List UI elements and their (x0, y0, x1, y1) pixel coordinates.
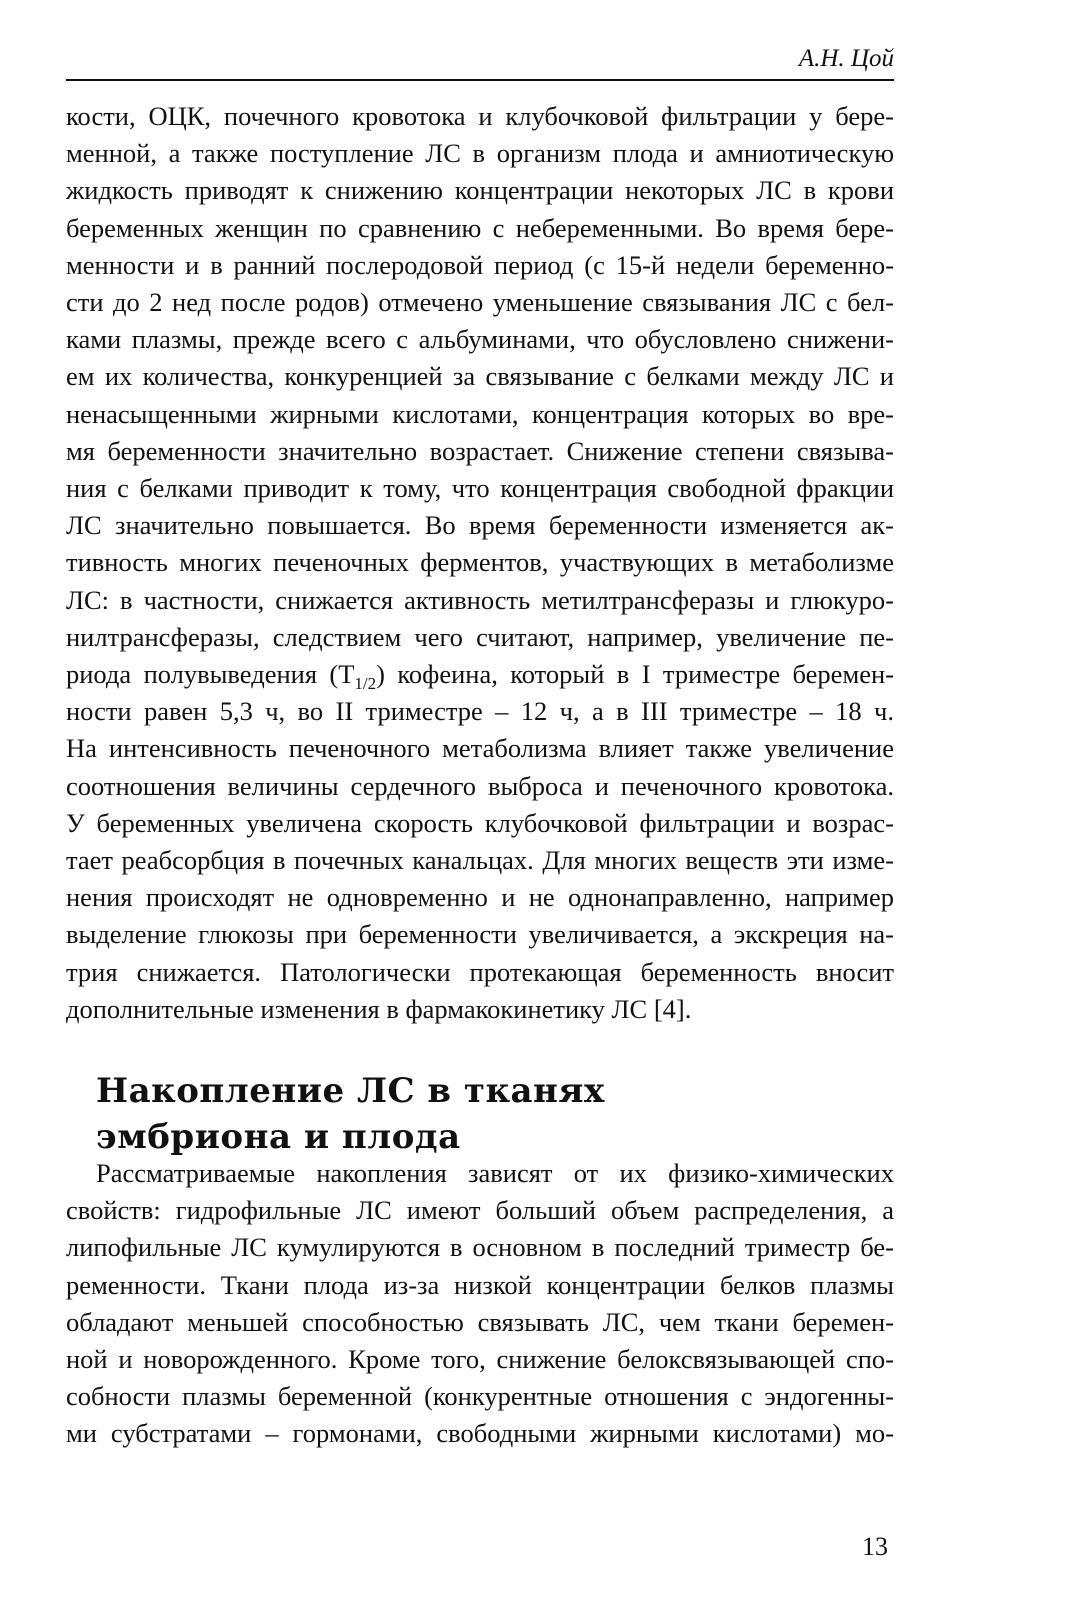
text-line: соотношения величины сердечного выброса и печеночного кровотока. (66, 770, 894, 801)
text-line: трия снижается. Патологически протекающая беременность вносит (66, 956, 894, 987)
section-heading-line: эмбриона и плода (96, 1117, 461, 1157)
text-line: свойств: гидрофильные ЛС имеют больший объем распределения, а (66, 1195, 894, 1226)
text-line: ной и новорожденного. Кроме того, снижение белоксвязывающей спо- (66, 1344, 894, 1375)
text-line: ности равен 5,3 ч, во II триместре – 12 ч, а в III триместре – 18 ч. (66, 696, 894, 727)
text-line: ЛС: в частности, снижается активность метилтрансферазы и глюкуро- (66, 584, 894, 615)
text-line: Рассматриваемые накопления зависят от их физико-химических (96, 1158, 894, 1188)
text-line: выделение глюкозы при беременности увеличивается, а экскреция на- (66, 919, 894, 950)
page-number: 13 (862, 1532, 888, 1561)
text-line: ненасыщенными жирными кислотами, концентрация которых во вре- (66, 398, 894, 429)
text-line: менности и в ранний послеродовой период (с 15-й недели беременно- (66, 249, 894, 280)
text-line: сти до 2 нед после родов) отмечено уменьшение связывания ЛС с бел- (66, 287, 894, 318)
paragraph-1 (66, 98, 894, 1028)
text-line: кости, ОЦК, почечного кровотока и клубочковой фильтрации у бере- (66, 101, 894, 131)
text-line: дополнительные изменения в фармакокинетику ЛС [4]. (66, 993, 692, 1024)
header-rule (66, 79, 894, 81)
text-fragment: риода полувыведения (T (66, 659, 355, 690)
text-line: На интенсивность печеночного метаболизма влияет также увеличение (66, 733, 894, 764)
text-line: тивность многих печеночных ферментов, участвующих в метаболизме (66, 547, 894, 578)
text-line: обладают меньшей способностью связывать ЛС, чем ткани беремен- (66, 1306, 894, 1337)
text-line: жидкость приводят к снижению концентрации некоторых ЛС в крови (66, 175, 894, 206)
text-line: ния с белками приводит к тому, что концентрация свободной фракции (66, 473, 894, 504)
text-line: липофильные ЛС кумулируются в основном в последний триместр бе- (66, 1232, 894, 1263)
text-line: ременности. Ткани плода из-за низкой концентрации белков плазмы (66, 1269, 894, 1300)
text-line: собности плазмы беременной (конкурентные отношения с эндогенны- (66, 1381, 894, 1412)
text-line: нения происходят не одновременно и не однонаправленно, например (66, 882, 894, 913)
section-heading (96, 1068, 605, 1160)
subscript-half: 1/2 (354, 674, 377, 694)
text-line-half-life (66, 656, 894, 693)
text-line: ем их количества, конкуренцией за связывание с белками между ЛС и (66, 361, 894, 392)
text-line: мя беременности значительно возрастает. Снижение степени связыва- (66, 435, 894, 466)
text-line: менной, а также поступление ЛС в организм плода и амниотическую (66, 138, 894, 169)
paragraph-2 (66, 1155, 894, 1453)
text-line: ЛС значительно повышается. Во время беременности изменяется ак- (66, 510, 894, 541)
text-line: тает реабсорбция в почечных канальцах. Для многих веществ эти изме- (66, 845, 894, 876)
text-line: У беременных увеличена скорость клубочковой фильтрации и возрас- (66, 807, 894, 838)
text-fragment: ) кофеина, который в I триместре беремен- (376, 659, 894, 690)
running-head: А.Н. Цой (798, 45, 894, 72)
text-line: нилтрансферазы, следствием чего считают, например, увеличение пе- (66, 621, 894, 652)
text-line: ками плазмы, прежде всего с альбуминами, что обусловлено снижени- (66, 324, 894, 355)
text-line: беременных женщин по сравнению с небеременными. Во время бере- (66, 212, 894, 243)
section-heading-line: Накопление ЛС в тканях (96, 1071, 605, 1111)
text-line: ми субстратами – гормонами, свободными жирными кислотами) мо- (66, 1418, 894, 1449)
